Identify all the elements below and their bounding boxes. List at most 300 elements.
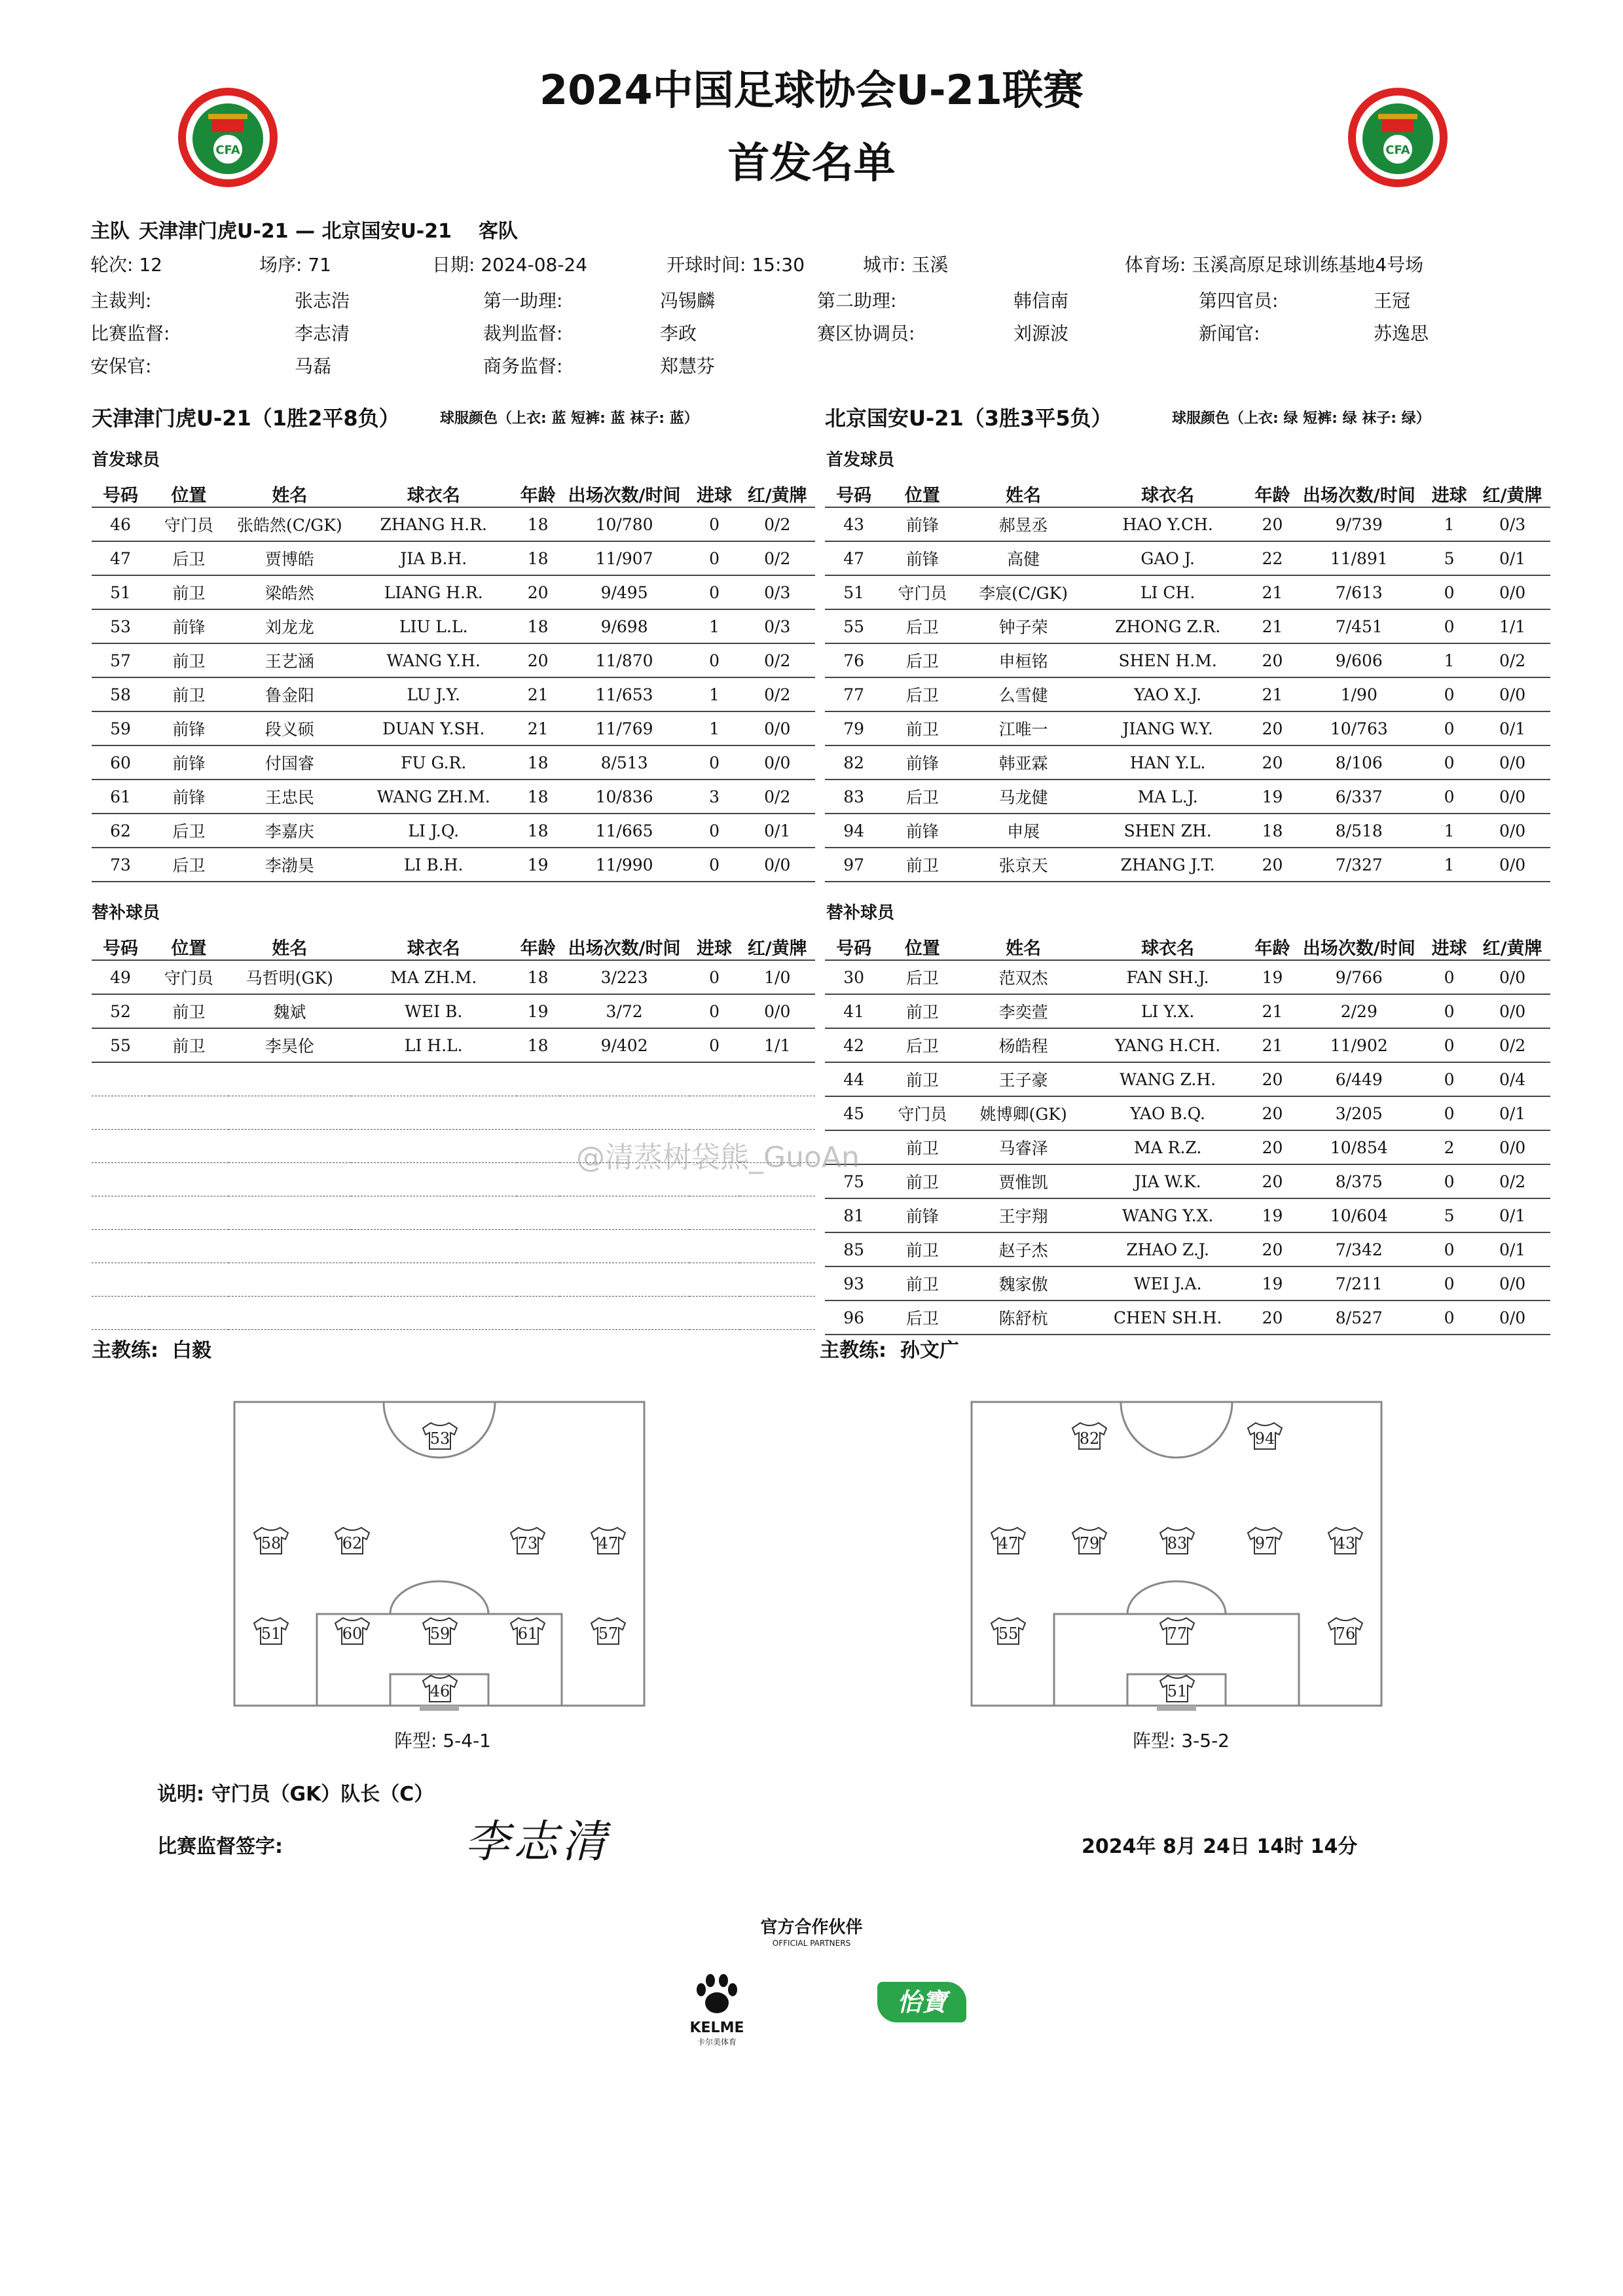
cell-shirt-name: ZHONG Z.R. (1085, 609, 1251, 643)
cell-name (228, 1263, 351, 1297)
cell-apps: 11/870 (560, 643, 689, 677)
cell-cards: 0/2 (1474, 1164, 1550, 1198)
cell-position (149, 1130, 228, 1163)
cell-position (149, 1163, 228, 1196)
cell-age: 19 (1250, 1198, 1294, 1232)
column-header-position: 位置 (904, 938, 940, 959)
table-row (92, 609, 815, 643)
cell-position: 守门员 (883, 1096, 962, 1130)
player-number: 55 (998, 1624, 1019, 1643)
cfa-logo-text: CFA (1385, 143, 1410, 157)
cell-position: 后卫 (883, 609, 962, 643)
table-row (825, 1300, 1550, 1335)
cell-age: 20 (1250, 1130, 1294, 1164)
home-label: 主队 (90, 220, 130, 243)
cell-apps: 11/902 (1294, 1028, 1424, 1062)
table-row (825, 609, 1550, 643)
coach-label: 主教练: (92, 1339, 158, 1362)
cell-goals: 0 (1424, 1028, 1474, 1062)
cell-goals: 0 (1424, 1164, 1474, 1198)
cell-shirt-name: YANG H.CH. (1085, 1028, 1251, 1062)
cell-apps: 3/223 (560, 960, 689, 994)
cell-shirt-name (351, 1196, 517, 1230)
cell-goals: 0 (689, 643, 740, 677)
player-shirt-icon (1160, 1528, 1194, 1554)
cell-shirt-name: WANG Z.H. (1085, 1062, 1251, 1096)
cell-name: 王忠民 (228, 780, 351, 814)
column-header-name: 姓名 (1006, 485, 1042, 506)
cell-cards: 0/0 (1474, 575, 1550, 609)
cell-goals: 1 (1424, 848, 1474, 882)
cell-number: 43 (825, 507, 883, 541)
cell-apps: 11/990 (560, 848, 689, 882)
table-row (825, 994, 1550, 1028)
cell-name (228, 1096, 351, 1130)
cell-shirt-name: SHEN ZH. (1085, 814, 1251, 848)
cell-age: 20 (517, 575, 560, 609)
cell-goals: 0 (1424, 994, 1474, 1028)
cell-age: 20 (1250, 1096, 1294, 1130)
player-number: 58 (261, 1534, 282, 1552)
official-label: 赛区协调员: (817, 323, 915, 344)
cell-age (517, 1163, 560, 1196)
cell-cards: 0/1 (1474, 1096, 1550, 1130)
table-row (92, 814, 815, 848)
cell-age (517, 1196, 560, 1230)
table-row (92, 1263, 815, 1297)
cell-position: 前锋 (149, 780, 228, 814)
column-header-shirt-name: 球衣名 (1141, 938, 1195, 959)
cell-goals: 0 (689, 814, 740, 848)
cell-age: 21 (517, 677, 560, 711)
column-header-goals: 进球 (697, 485, 733, 506)
official-label: 比赛监督: (90, 323, 170, 344)
cell-age: 18 (517, 745, 560, 780)
cell-number: 60 (92, 745, 149, 780)
cell-shirt-name (351, 1130, 517, 1163)
cell-apps: 7/211 (1294, 1266, 1424, 1300)
player-number: 77 (1167, 1624, 1188, 1643)
cell-shirt-name: JIANG W.Y. (1085, 711, 1251, 745)
table-row (825, 1028, 1550, 1062)
cell-age (517, 1062, 560, 1096)
player-number: 83 (1167, 1534, 1188, 1552)
player-number: 79 (1079, 1534, 1100, 1552)
cell-shirt-name: MA R.Z. (1085, 1130, 1251, 1164)
cell-goals: 2 (1424, 1130, 1474, 1164)
player-shirt-icon (1328, 1528, 1362, 1554)
away-label: 客队 (479, 220, 518, 243)
cell-shirt-name: JIA B.H. (351, 541, 517, 575)
away-kit-colors: 球服颜色（上衣: 绿 短裤: 绿 袜子: 绿） (1172, 410, 1431, 427)
cell-name: 姚博卿(GK) (962, 1096, 1084, 1130)
player-shirt-icon (991, 1618, 1025, 1644)
cell-apps: 10/854 (1294, 1130, 1424, 1164)
cell-name: 李嘉庆 (228, 814, 351, 848)
home-team-name: 天津津门虎U-21（1胜2平8负） (92, 406, 400, 431)
cell-apps: 1/90 (1294, 677, 1424, 711)
cell-shirt-name: DUAN Y.SH. (351, 711, 517, 745)
cell-shirt-name: FU G.R. (351, 745, 517, 780)
cell-number: 47 (825, 541, 883, 575)
table-row (92, 711, 815, 745)
cell-position: 后卫 (149, 814, 228, 848)
player-number: 59 (429, 1624, 450, 1643)
cell-cards: 0/0 (1474, 1300, 1550, 1335)
cell-cards: 0/1 (740, 814, 816, 848)
cell-number: 77 (825, 677, 883, 711)
round: 轮次: 12 (90, 254, 162, 276)
cell-shirt-name: WEI J.A. (1085, 1266, 1251, 1300)
cell-shirt-name: CHEN SH.H. (1085, 1300, 1251, 1335)
player-shirt-icon (423, 1423, 457, 1449)
home-pitch (233, 1401, 646, 1715)
cell-name: 梁皓然 (228, 575, 351, 609)
away-team-name: 北京国安U-21（3胜3平5负） (825, 406, 1112, 431)
table-row (825, 1096, 1550, 1130)
cell-position: 前卫 (149, 677, 228, 711)
cell-shirt-name: LIU L.L. (351, 609, 517, 643)
cell-cards: 0/2 (740, 677, 816, 711)
cell-number: 57 (92, 643, 149, 677)
home-formation: 阵型: 5-4-1 (394, 1730, 491, 1751)
player-shirt-icon (991, 1528, 1025, 1554)
table-row (92, 1062, 815, 1096)
cell-shirt-name (351, 1163, 517, 1196)
cell-shirt-name: LI Y.X. (1085, 994, 1251, 1028)
cell-apps: 9/495 (560, 575, 689, 609)
cell-cards: 0/1 (1474, 1198, 1550, 1232)
cell-name: 李昊伦 (228, 1028, 351, 1062)
cell-shirt-name (351, 1230, 517, 1263)
cell-number: 83 (825, 780, 883, 814)
cell-position: 前卫 (883, 994, 962, 1028)
cell-apps: 3/205 (1294, 1096, 1424, 1130)
cell-apps: 9/402 (560, 1028, 689, 1062)
cell-number: 44 (825, 1062, 883, 1096)
cell-shirt-name (351, 1263, 517, 1297)
cell-shirt-name: HAO Y.CH. (1085, 507, 1251, 541)
table-row (92, 1196, 815, 1230)
player-number: 62 (342, 1534, 363, 1552)
cell-age: 18 (517, 1028, 560, 1062)
player-number: 57 (598, 1624, 619, 1643)
cell-goals: 0 (1424, 575, 1474, 609)
cell-cards (740, 1096, 816, 1130)
table-row (92, 745, 815, 780)
cell-name: 李渤昊 (228, 848, 351, 882)
column-header-cards: 红/黄牌 (747, 938, 807, 959)
cell-shirt-name (351, 1062, 517, 1096)
cell-cards: 0/2 (1474, 1028, 1550, 1062)
column-header-number: 号码 (836, 485, 872, 506)
cell-goals: 0 (1424, 1266, 1474, 1300)
cell-shirt-name: WANG ZH.M. (351, 780, 517, 814)
cell-cards: 0/2 (740, 643, 816, 677)
cell-shirt-name: YAO X.J. (1085, 677, 1251, 711)
cell-cards (740, 1297, 816, 1330)
cell-position (149, 1230, 228, 1263)
cell-age (517, 1130, 560, 1163)
column-header-position: 位置 (171, 938, 207, 959)
cell-name (228, 1230, 351, 1263)
player-number: 51 (261, 1624, 282, 1643)
cell-cards: 0/3 (740, 575, 816, 609)
coach-label: 主教练: (820, 1339, 886, 1362)
table-row (825, 848, 1550, 882)
player-shirt-icon (423, 1618, 457, 1644)
cell-apps: 9/739 (1294, 507, 1424, 541)
cell-goals: 0 (1424, 1062, 1474, 1096)
cell-position: 前锋 (883, 745, 962, 780)
player-shirt-icon (1328, 1618, 1362, 1644)
table-row (825, 1232, 1550, 1266)
column-header-cards: 红/黄牌 (747, 485, 807, 506)
table-row (825, 1062, 1550, 1096)
cell-apps (560, 1196, 689, 1230)
official-value: 冯锡麟 (660, 290, 716, 312)
cell-age: 20 (1250, 848, 1294, 882)
cell-age (517, 1297, 560, 1330)
cell-cards: 0/0 (1474, 994, 1550, 1028)
cell-number: 46 (92, 507, 149, 541)
cell-number (92, 1297, 149, 1330)
table-row (825, 745, 1550, 780)
page-title: 2024中国足球协会U-21联赛 (539, 66, 1084, 114)
cell-shirt-name: JIA W.K. (1085, 1164, 1251, 1198)
column-header-number: 号码 (102, 485, 138, 506)
cell-name: 杨皓程 (962, 1028, 1084, 1062)
column-header-number: 号码 (102, 938, 138, 959)
cell-number: 79 (825, 711, 883, 745)
player-shirt-icon (1160, 1618, 1194, 1644)
away-formation: 阵型: 3-5-2 (1133, 1730, 1230, 1751)
cell-number (92, 1062, 149, 1096)
cell-goals: 0 (689, 1028, 740, 1062)
cell-position (149, 1062, 228, 1096)
cell-goals (689, 1096, 740, 1130)
cell-name: 马睿泽 (962, 1130, 1084, 1164)
cell-number: 53 (92, 609, 149, 643)
cell-cards: 0/0 (740, 711, 816, 745)
cell-number: 55 (825, 609, 883, 643)
cell-cards (740, 1230, 816, 1263)
player-number: 53 (429, 1429, 450, 1448)
cell-shirt-name: LI H.L. (351, 1028, 517, 1062)
kickoff-time: 开球时间: 15:30 (666, 254, 805, 276)
cell-cards: 1/0 (740, 960, 816, 994)
cell-number: 59 (92, 711, 149, 745)
partners-title: 官方合作伙伴 (760, 1918, 863, 1937)
cell-name: 魏家傲 (962, 1266, 1084, 1300)
cell-cards (740, 1263, 816, 1297)
cell-age: 18 (517, 507, 560, 541)
cell-goals: 0 (1424, 1096, 1474, 1130)
official-label: 裁判监督: (483, 323, 563, 344)
cell-age (517, 1230, 560, 1263)
player-shirt-icon (1072, 1423, 1106, 1449)
cell-cards: 0/0 (1474, 745, 1550, 780)
cell-number: 96 (825, 1300, 883, 1335)
cell-shirt-name: ZHANG H.R. (351, 507, 517, 541)
table-row (92, 507, 815, 541)
cell-name: 郝昱丞 (962, 507, 1084, 541)
cell-shirt-name: YAO B.Q. (1085, 1096, 1251, 1130)
cell-age: 18 (517, 960, 560, 994)
table-row (92, 643, 815, 677)
cell-age: 20 (1250, 745, 1294, 780)
cell-name: 李宸(C/GK) (962, 575, 1084, 609)
cell-age: 19 (1250, 960, 1294, 994)
cell-shirt-name: WEI B. (351, 994, 517, 1028)
coach-name: 白毅 (172, 1339, 211, 1362)
table-row (92, 994, 815, 1028)
cell-goals: 3 (689, 780, 740, 814)
player-shirt-icon (254, 1618, 288, 1644)
cell-age: 21 (1250, 994, 1294, 1028)
player-number: 76 (1335, 1624, 1356, 1643)
cell-shirt-name: WANG Y.H. (351, 643, 517, 677)
cell-apps (560, 1297, 689, 1330)
cell-apps: 10/780 (560, 507, 689, 541)
column-header-shirt-name: 球衣名 (407, 485, 460, 506)
away-subs-title: 替补球员 (826, 903, 895, 923)
cell-name: 贾惟凯 (962, 1164, 1084, 1198)
cell-number: 97 (825, 848, 883, 882)
cell-name: 赵子杰 (962, 1232, 1084, 1266)
table-row (92, 848, 815, 882)
cell-shirt-name: FAN SH.J. (1085, 960, 1251, 994)
cell-goals: 0 (689, 575, 740, 609)
cell-apps: 10/836 (560, 780, 689, 814)
cell-name: 江唯一 (962, 711, 1084, 745)
cell-name: 陈舒杭 (962, 1300, 1084, 1335)
cell-name: 张京天 (962, 848, 1084, 882)
cell-goals: 0 (1424, 780, 1474, 814)
column-header-apps: 出场次数/时间 (1302, 938, 1415, 959)
away-pitch (970, 1401, 1383, 1715)
table-row (92, 780, 815, 814)
official-value: 郑慧芬 (660, 355, 716, 377)
cell-position: 前锋 (883, 541, 962, 575)
cell-goals: 5 (1424, 1198, 1474, 1232)
cell-age: 21 (1250, 575, 1294, 609)
cell-goals: 0 (689, 848, 740, 882)
cell-age: 20 (1250, 1062, 1294, 1096)
cell-name: 马哲明(GK) (228, 960, 351, 994)
column-header-number: 号码 (836, 938, 872, 959)
cell-cards: 0/1 (1474, 1232, 1550, 1266)
away-starters-title: 首发球员 (826, 450, 895, 470)
cfa-logo-right (1345, 85, 1450, 190)
kelme-logo (681, 1971, 753, 2047)
cell-apps: 7/613 (1294, 575, 1424, 609)
cell-cards: 0/0 (1474, 1130, 1550, 1164)
cell-number: 93 (825, 1266, 883, 1300)
cell-age: 20 (1250, 507, 1294, 541)
cell-number (92, 1130, 149, 1163)
cell-position (149, 1096, 228, 1130)
cell-name: 张皓然(C/GK) (228, 507, 351, 541)
home-starters-title: 首发球员 (92, 450, 160, 470)
cell-name: 鲁金阳 (228, 677, 351, 711)
cell-position: 后卫 (883, 677, 962, 711)
cell-goals: 0 (1424, 1300, 1474, 1335)
cell-apps: 6/449 (1294, 1062, 1424, 1096)
column-header-name: 姓名 (272, 938, 308, 959)
away-coach (820, 1334, 959, 1363)
cell-position: 前卫 (883, 1062, 962, 1096)
player-shirt-icon (511, 1528, 545, 1554)
cell-number: 85 (825, 1232, 883, 1266)
cell-goals: 1 (1424, 507, 1474, 541)
home-subs-title: 替补球员 (92, 903, 160, 923)
cell-goals (689, 1230, 740, 1263)
cell-name: 钟子荣 (962, 609, 1084, 643)
official-label: 新闻官: (1199, 323, 1260, 344)
cell-number: 82 (825, 745, 883, 780)
official-value: 李志清 (295, 323, 350, 344)
cell-apps: 11/907 (560, 541, 689, 575)
cell-position: 守门员 (149, 960, 228, 994)
cell-number: 76 (825, 643, 883, 677)
cell-position: 前卫 (883, 1266, 962, 1300)
cell-age: 19 (1250, 780, 1294, 814)
cell-position: 前卫 (149, 575, 228, 609)
column-header-cards: 红/黄牌 (1482, 485, 1542, 506)
cell-shirt-name: MA L.J. (1085, 780, 1251, 814)
cell-apps: 8/513 (560, 745, 689, 780)
supervisor-signature: 李志清 (465, 1816, 611, 1868)
cell-shirt-name: LIANG H.R. (351, 575, 517, 609)
official-value: 王冠 (1374, 290, 1411, 312)
table-row (825, 1164, 1550, 1198)
player-number: 73 (517, 1534, 538, 1552)
column-header-position: 位置 (904, 485, 940, 506)
player-shirt-icon (1248, 1528, 1282, 1554)
cell-number (92, 1096, 149, 1130)
cell-cards: 0/2 (740, 507, 816, 541)
cell-position: 后卫 (883, 780, 962, 814)
cell-cards: 0/0 (1474, 677, 1550, 711)
cell-shirt-name: SHEN H.M. (1085, 643, 1251, 677)
cell-age: 20 (1250, 643, 1294, 677)
cell-goals: 0 (689, 994, 740, 1028)
cell-apps (560, 1062, 689, 1096)
cell-number: 49 (92, 960, 149, 994)
signature-label: 比赛监督签字: (157, 1835, 283, 1858)
cell-shirt-name (351, 1297, 517, 1330)
cell-number: 61 (92, 780, 149, 814)
cell-cards: 0/0 (740, 745, 816, 780)
cell-goals: 1 (689, 677, 740, 711)
cell-goals: 0 (1424, 711, 1474, 745)
cell-cards: 0/0 (1474, 780, 1550, 814)
table-row (92, 1297, 815, 1330)
cell-age: 18 (517, 541, 560, 575)
column-header-name: 姓名 (1006, 938, 1042, 959)
official-value: 马磊 (295, 355, 332, 377)
cell-name: 刘龙龙 (228, 609, 351, 643)
column-header-name: 姓名 (272, 485, 308, 506)
cell-name: 魏斌 (228, 994, 351, 1028)
cell-cards: 0/4 (1474, 1062, 1550, 1096)
cell-name (228, 1297, 351, 1330)
cell-shirt-name: LI CH. (1085, 575, 1251, 609)
cell-name: 付国睿 (228, 745, 351, 780)
cell-position: 前卫 (883, 848, 962, 882)
cell-cards: 0/0 (1474, 848, 1550, 882)
